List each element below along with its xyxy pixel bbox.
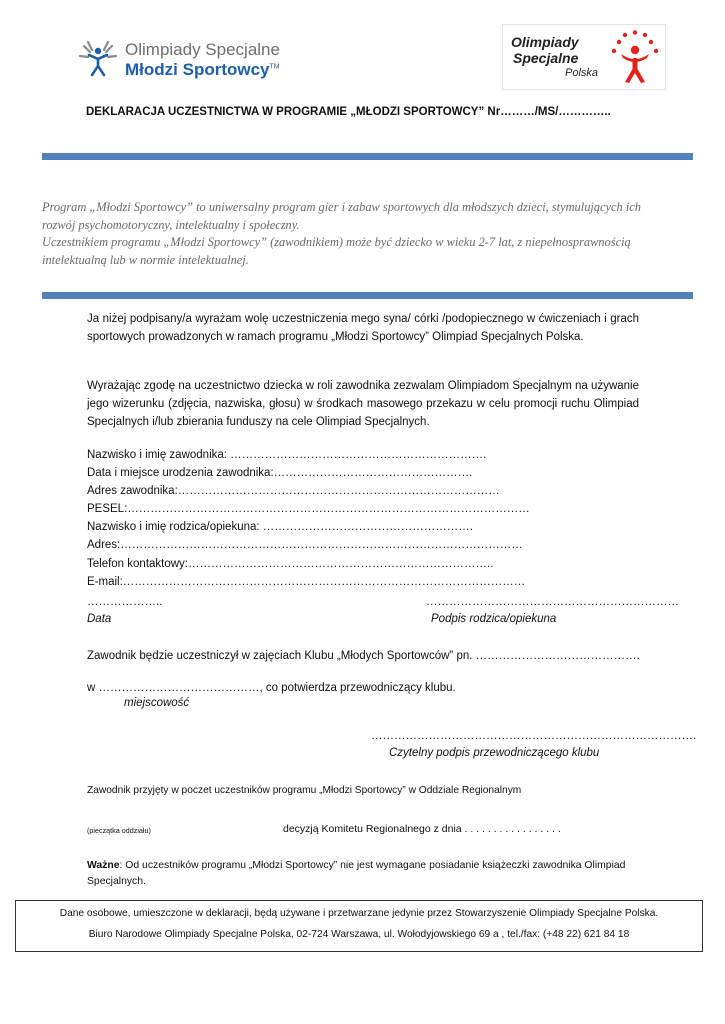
field-phone[interactable]: Telefon kontaktowy:…………………………………………………………………….. bbox=[87, 557, 494, 570]
field-email[interactable]: E-mail:…………………………………………………………………………………………… bbox=[87, 575, 526, 588]
field-athlete-name[interactable]: Nazwisko i imię zawodnika: …………………………………………………………. bbox=[87, 449, 487, 461]
note-label: Ważne bbox=[87, 860, 120, 871]
footer-address: Biuro Narodowe Olimpiady Specjalne Polska, 02-724 Warszawa, ul. Wołodyjowskiego 69 a , tel./fax: (+48 22) 621 84 18 bbox=[88, 929, 630, 940]
divider-bottom bbox=[42, 292, 693, 299]
intro-line: intelektualną lub w normie intelektualnej. bbox=[42, 252, 249, 267]
chair-signature-label: Czytelny podpis przewodniczącego klubu bbox=[389, 747, 600, 759]
field-address[interactable]: Adres:…………………………………………………………………………………………… bbox=[87, 539, 523, 552]
athletes-emblem-icon bbox=[78, 38, 118, 78]
logo-right-line1: Olimpiady bbox=[511, 34, 579, 50]
important-note bbox=[87, 858, 657, 890]
footer-privacy: Dane osobowe, umieszczone w deklaracji, będą używane i przetwarzane jedynie przez Stowarzyszenie Olimpiady Specjalne Polska. bbox=[59, 908, 659, 919]
logo-right-line2: Specjalne bbox=[513, 50, 579, 66]
mlodzi-sportowcy-logo bbox=[78, 36, 298, 86]
divider-top bbox=[42, 153, 693, 160]
intro-line: Uczestnikiem programu „Młodzi Sportowcy” (zawodnikiem) może być dziecko w wieku 2-7 lat, z niepełnosprawnością bbox=[42, 235, 631, 249]
note-text: : Od uczestników programu „Młodzi Sportowcy” nie jest wymagane posiadanie książeczki zawodnika Olimpiad Specjalnych. bbox=[87, 860, 626, 887]
form-fields bbox=[87, 446, 530, 591]
date-label: Data bbox=[87, 613, 112, 625]
document-title: DEKLARACJA UCZESTNICTWA W PROGRAMIE „MŁODZI SPORTOWCY” Nr………/MS/………….. bbox=[86, 106, 611, 118]
parent-signature-line[interactable]: ………………………………………………………… bbox=[426, 596, 679, 608]
club-line[interactable]: Zawodnik będzie uczestniczył w zajęciach Klubu „Młodych Sportowców” pn. ……………………………………. bbox=[87, 650, 640, 662]
consent-paragraph: Wyrażając zgodę na uczestnictwo dziecka w roli zawodnika zezwalam Olimpiadom Specjalnym na używanie jego wizerunku (zdjęcia, nazwiska, głosu) w środkach masowego przekazu w celu promocji ruchu Olimpiad Specjalnych i/lub zbierania funduszy na cele Olimpiad Specjalnych. bbox=[87, 380, 639, 428]
acceptance-statement: Zawodnik przyjęty w poczet uczestników programu „Młodzi Sportowcy” w Oddziale Regionalnym bbox=[87, 785, 522, 796]
intro-line: rozwój psychomotoryczny, intelektualny i społeczny. bbox=[42, 217, 300, 232]
date-signature-line[interactable]: ……………….. bbox=[87, 596, 163, 608]
chair-signature-line[interactable]: …………………………………………………………………………. bbox=[371, 730, 697, 742]
intro-line: Program „Młodzi Sportowcy” to uniwersalny program gier i zabaw sportowych dla młodszych dzieci, stymulujących ich bbox=[42, 200, 641, 214]
trademark-mark: TM bbox=[269, 63, 280, 71]
field-parent-name[interactable]: Nazwisko i imię rodzica/opiekuna: ………………………………………………. bbox=[87, 521, 473, 534]
field-birth-date-place[interactable]: Data i miejsce urodzenia zawodnika:……………………………………………. bbox=[87, 467, 473, 480]
decision-date-line[interactable]: decyzją Komitetu Regionalnego z dnia . . . . . . . . . . . . . . . . . bbox=[283, 823, 561, 835]
stamp-label: (pieczątka oddziału) bbox=[87, 826, 151, 835]
logo-left-line2: Młodzi Sportowcy™ bbox=[125, 60, 280, 79]
logo-left-line1: Olimpiady Specjalne bbox=[125, 40, 280, 59]
footer-box bbox=[15, 900, 703, 952]
place-label: miejscowość bbox=[124, 697, 190, 709]
parent-signature-label: Podpis rodzica/opiekuna bbox=[431, 613, 557, 625]
field-pesel[interactable]: PESEL:…………………………………………………………………………………………… bbox=[87, 503, 530, 516]
declaration-paragraph: Ja niżej podpisany/a wyrażam wolę uczestniczenia mego syna/ córki /podopiecznego w ćwiczeniach i grach sportowych prowadzonych w ramach programu „Młodzi Sportowcy” Olimpiad Specjalnych Polska. bbox=[87, 313, 639, 343]
special-olympics-emblem-icon bbox=[609, 30, 661, 86]
place-line[interactable]: w ……………………………………, co potwierdza przewodniczący klubu. bbox=[87, 682, 456, 694]
olimpiady-specjalne-polska-logo bbox=[502, 24, 666, 90]
program-intro bbox=[42, 199, 702, 269]
logo-right-line3: Polska bbox=[565, 67, 599, 79]
field-athlete-address[interactable]: Adres zawodnika:………………………………………………………………………… bbox=[87, 485, 500, 498]
